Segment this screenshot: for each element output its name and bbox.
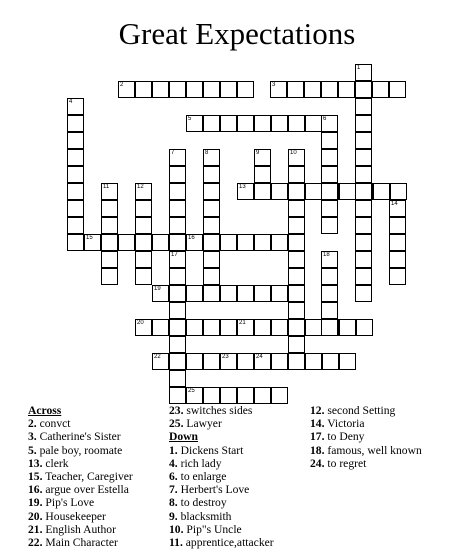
clue-text: to enlarge [177, 469, 227, 483]
crossword-cell[interactable] [67, 115, 84, 132]
crossword-cell[interactable] [288, 336, 305, 353]
clue-number-label: 13 [239, 184, 246, 190]
crossword-cell[interactable] [355, 149, 372, 166]
crossword-cell[interactable] [288, 353, 305, 370]
crossword-cell[interactable] [355, 98, 372, 115]
clue-text: English Author [42, 522, 116, 536]
clue-number: 21. [28, 522, 43, 536]
crossword-cell[interactable] [169, 183, 186, 200]
clue-number: 8. [169, 496, 178, 510]
crossword-cell[interactable] [203, 183, 220, 200]
clue-number-label: 20 [137, 320, 144, 326]
crossword-cell[interactable] [152, 234, 169, 251]
crossword-cell[interactable] [203, 387, 220, 404]
clue-text: Main Character [42, 535, 118, 549]
clue-number: 20. [28, 509, 43, 523]
clue-number: 14. [310, 417, 325, 431]
crossword-cell[interactable] [305, 353, 322, 370]
crossword-cell[interactable] [339, 319, 356, 336]
crossword-cell[interactable] [152, 285, 169, 302]
crossword-cell[interactable] [355, 183, 372, 200]
crossword-cell[interactable] [355, 268, 372, 285]
crossword-cell[interactable] [203, 81, 220, 98]
crossword-cell[interactable] [169, 217, 186, 234]
crossword-cell[interactable] [135, 268, 152, 285]
clue-item [28, 470, 133, 483]
across-heading: Across [28, 404, 62, 417]
clue-text: Victoria [324, 417, 365, 431]
crossword-cell[interactable] [321, 200, 338, 217]
crossword-cell[interactable] [321, 302, 338, 319]
crossword-cell[interactable] [220, 81, 237, 98]
crossword-cell[interactable] [203, 149, 220, 166]
crossword-cell[interactable] [169, 268, 186, 285]
crossword-cell[interactable] [288, 319, 305, 336]
crossword-cell[interactable] [135, 319, 152, 336]
crossword-cell[interactable] [254, 319, 271, 336]
crossword-cell[interactable] [220, 387, 237, 404]
crossword-cell[interactable] [321, 319, 338, 336]
crossword-cell[interactable] [186, 319, 203, 336]
crossword-cell[interactable] [135, 251, 152, 268]
clue-item [310, 444, 422, 457]
crossword-cell[interactable] [186, 81, 203, 98]
clue-item [310, 430, 422, 443]
crossword-cell[interactable] [169, 353, 186, 370]
crossword-cell[interactable] [169, 302, 186, 319]
clue-item [28, 510, 133, 523]
crossword-cell[interactable] [305, 319, 322, 336]
clue-number: 24. [310, 456, 325, 470]
crossword-cell[interactable] [271, 319, 288, 336]
crossword-cell[interactable] [271, 353, 288, 370]
crossword-cell[interactable] [355, 64, 372, 81]
clue-number: 7. [169, 483, 178, 497]
crossword-cell[interactable] [169, 166, 186, 183]
crossword-cell[interactable] [67, 217, 84, 234]
crossword-cell[interactable] [373, 183, 390, 200]
crossword-cell[interactable] [288, 251, 305, 268]
crossword-cell[interactable] [169, 370, 186, 387]
clue-item [169, 457, 274, 470]
crossword-cell[interactable] [321, 217, 338, 234]
crossword-cell[interactable] [237, 234, 254, 251]
clue-number: 6. [169, 469, 178, 483]
crossword-cell[interactable] [288, 183, 305, 200]
crossword-cell[interactable] [237, 285, 254, 302]
crossword-cell[interactable] [355, 217, 372, 234]
crossword-cell[interactable] [135, 183, 152, 200]
crossword-cell[interactable] [203, 285, 220, 302]
crossword-cell[interactable] [203, 234, 220, 251]
clue-column-1 [28, 404, 133, 549]
crossword-cell[interactable] [321, 251, 338, 268]
crossword-cell[interactable] [271, 115, 288, 132]
clue-number-label: 15 [86, 235, 93, 241]
clue-text: Housekeeper [42, 509, 106, 523]
crossword-cell[interactable] [254, 387, 271, 404]
crossword-cell[interactable] [237, 353, 254, 370]
clue-number-label: 18 [323, 252, 330, 258]
crossword-cell[interactable] [305, 115, 322, 132]
clue-item [169, 417, 274, 430]
crossword-cell[interactable] [356, 319, 373, 336]
crossword-cell[interactable] [237, 183, 254, 200]
clue-text: to regret [324, 456, 367, 470]
clue-text: Pip"s Uncle [183, 522, 242, 536]
crossword-cell[interactable] [237, 81, 254, 98]
clue-column-3 [310, 404, 422, 470]
crossword-cell[interactable] [355, 115, 372, 132]
clue-number-label: 10 [290, 150, 297, 156]
crossword-cell[interactable] [186, 234, 203, 251]
clue-item [169, 536, 274, 549]
crossword-cell[interactable] [203, 268, 220, 285]
crossword-cell[interactable] [288, 217, 305, 234]
clue-item [28, 444, 133, 457]
crossword-cell[interactable] [135, 81, 152, 98]
clue-number: 22. [28, 535, 43, 549]
crossword-cell[interactable] [288, 234, 305, 251]
crossword-cell[interactable] [152, 81, 169, 98]
clue-number: 15. [28, 469, 43, 483]
crossword-cell[interactable] [271, 183, 288, 200]
clue-item [310, 404, 422, 417]
crossword-cell[interactable] [355, 166, 372, 183]
crossword-cell[interactable] [67, 132, 84, 149]
crossword-cell[interactable] [339, 183, 356, 200]
crossword-cell[interactable] [169, 200, 186, 217]
crossword-cell[interactable] [254, 115, 271, 132]
clue-item [169, 496, 274, 509]
clue-number-label: 9 [256, 150, 260, 156]
crossword-cell[interactable] [169, 234, 186, 251]
clue-number-label: 5 [188, 116, 192, 122]
crossword-cell[interactable] [203, 217, 220, 234]
crossword-cell[interactable] [321, 166, 338, 183]
crossword-cell[interactable] [389, 200, 406, 217]
crossword-cell[interactable] [288, 268, 305, 285]
crossword-cell[interactable] [203, 115, 220, 132]
clue-number: 5. [28, 443, 37, 457]
crossword-cell[interactable] [254, 166, 271, 183]
crossword-cell[interactable] [101, 234, 118, 251]
clue-number-label: 14 [391, 201, 398, 207]
clue-number-label: 24 [256, 354, 263, 360]
crossword-cell[interactable] [237, 319, 254, 336]
clue-number-label: 23 [222, 354, 229, 360]
crossword-cell[interactable] [321, 285, 338, 302]
crossword-cell[interactable] [220, 285, 237, 302]
clue-number: 17. [310, 430, 325, 444]
crossword-cell[interactable] [322, 353, 339, 370]
clue-number: 3. [28, 430, 37, 444]
crossword-cell[interactable] [321, 132, 338, 149]
clue-item [169, 470, 274, 483]
crossword-cell[interactable] [287, 81, 304, 98]
clue-text: clerk [42, 456, 69, 470]
crossword-cell[interactable] [389, 217, 406, 234]
clue-number-label: 25 [188, 388, 195, 394]
clue-text: Herbert's Love [177, 483, 250, 497]
crossword-cell[interactable] [254, 234, 271, 251]
crossword-cell[interactable] [101, 268, 118, 285]
crossword-cell[interactable] [254, 353, 271, 370]
crossword-cell[interactable] [67, 200, 84, 217]
crossword-cell[interactable] [169, 387, 186, 404]
crossword-cell[interactable] [152, 353, 169, 370]
clue-number-label: 21 [239, 320, 246, 326]
clue-number: 12. [310, 404, 325, 417]
crossword-cell[interactable] [355, 200, 372, 217]
clue-item [28, 483, 133, 496]
clue-number-label: 4 [69, 99, 73, 105]
crossword-cell[interactable] [186, 115, 203, 132]
crossword-cell[interactable] [186, 285, 203, 302]
clue-item [28, 523, 133, 536]
crossword-cell[interactable] [254, 285, 271, 302]
crossword-cell[interactable] [220, 353, 237, 370]
crossword-cell[interactable] [203, 166, 220, 183]
clue-item [169, 444, 274, 457]
crossword-cell[interactable] [270, 81, 287, 98]
clue-number: 19. [28, 496, 43, 510]
crossword-cell[interactable] [355, 285, 372, 302]
crossword-cell[interactable] [220, 115, 237, 132]
clue-item [28, 417, 133, 430]
crossword-cell[interactable] [135, 200, 152, 217]
crossword-cell[interactable] [288, 115, 305, 132]
clue-text: switches sides [183, 404, 253, 417]
clue-text: pale boy, roomate [36, 443, 123, 457]
crossword-cell[interactable] [254, 149, 271, 166]
crossword-cell[interactable] [220, 319, 237, 336]
clue-number-label: 3 [272, 82, 276, 88]
clue-text: blacksmith [177, 509, 232, 523]
clue-text: to Deny [324, 430, 365, 444]
clue-item [28, 496, 133, 509]
crossword-cell[interactable] [203, 251, 220, 268]
clue-item [310, 457, 422, 470]
crossword-cell[interactable] [254, 183, 271, 200]
crossword-cell[interactable] [135, 234, 152, 251]
clue-number: 2. [28, 417, 37, 431]
crossword-cell[interactable] [321, 115, 338, 132]
clue-number-label: 6 [323, 116, 327, 122]
clue-text: Catherine's Sister [36, 430, 121, 444]
down-heading: Down [169, 430, 198, 444]
clue-number: 18. [310, 443, 325, 457]
crossword-cell[interactable] [288, 285, 305, 302]
crossword-cell[interactable] [169, 285, 186, 302]
crossword-cell[interactable] [203, 319, 220, 336]
crossword-cell[interactable] [203, 353, 220, 370]
crossword-cell[interactable] [372, 81, 389, 98]
clue-number-label: 11 [103, 184, 110, 190]
crossword-cell[interactable] [101, 251, 118, 268]
clue-text: second Setting [324, 404, 396, 417]
crossword-cell[interactable] [304, 81, 321, 98]
clue-number-label: 2 [120, 82, 124, 88]
crossword-cell[interactable] [271, 387, 288, 404]
crossword-cell[interactable] [355, 251, 372, 268]
crossword-cell[interactable] [321, 81, 338, 98]
crossword-cell[interactable] [67, 166, 84, 183]
crossword-cell[interactable] [169, 251, 186, 268]
crossword-cell[interactable] [186, 387, 203, 404]
clue-text: to destroy [177, 496, 227, 510]
clue-number: 16. [28, 483, 43, 497]
puzzle-title: Great Expectations [118, 16, 356, 51]
clue-number-label: 22 [154, 354, 161, 360]
crossword-cell[interactable] [169, 81, 186, 98]
crossword-cell[interactable] [389, 81, 406, 98]
clue-number-label: 8 [205, 150, 209, 156]
crossword-cell[interactable] [288, 149, 305, 166]
crossword-cell[interactable] [355, 234, 372, 251]
clue-item [310, 417, 422, 430]
clue-text: Dickens Start [177, 443, 244, 457]
clue-text: convct [36, 417, 71, 431]
crossword-cell[interactable] [288, 302, 305, 319]
clue-number: 1. [169, 443, 178, 457]
clue-item [28, 430, 133, 443]
crossword-cell[interactable] [338, 81, 355, 98]
crossword-cell[interactable] [169, 336, 186, 353]
clue-number: 25. [169, 417, 184, 431]
clue-item [169, 404, 274, 417]
crossword-cell[interactable] [355, 132, 372, 149]
crossword-cell[interactable] [169, 149, 186, 166]
crossword-cell[interactable] [169, 319, 186, 336]
clue-number: 13. [28, 456, 43, 470]
crossword-cell[interactable] [237, 387, 254, 404]
crossword-cell[interactable] [135, 217, 152, 234]
crossword-cell[interactable] [271, 234, 288, 251]
crossword-cell[interactable] [101, 217, 118, 234]
crossword-cell[interactable] [203, 200, 220, 217]
crossword-cell[interactable] [152, 319, 169, 336]
crossword-cell[interactable] [67, 183, 84, 200]
clue-text: Pip's Love [42, 496, 95, 510]
clue-text: Lawyer [183, 417, 222, 431]
crossword-cell[interactable] [118, 81, 135, 98]
crossword-cell[interactable] [67, 98, 84, 115]
crossword-cell[interactable] [101, 200, 118, 217]
crossword-cell[interactable] [355, 81, 372, 98]
clue-text: rich lady [177, 456, 222, 470]
crossword-cell[interactable] [321, 149, 338, 166]
clue-number: 11. [169, 535, 183, 549]
clue-column-2 [169, 404, 274, 549]
crossword-cell[interactable] [186, 353, 203, 370]
crossword-cell[interactable] [288, 200, 305, 217]
crossword-cell[interactable] [390, 183, 407, 200]
clue-text: argue over Estella [42, 483, 129, 497]
clue-number: 9. [169, 509, 178, 523]
clue-text: apprentice,attacker [182, 535, 274, 549]
clue-number: 23. [169, 404, 184, 417]
clue-number-label: 1 [357, 65, 361, 71]
crossword-cell[interactable] [305, 183, 322, 200]
clue-item [28, 536, 133, 549]
crossword-cell[interactable] [220, 234, 237, 251]
crossword-cell[interactable] [84, 234, 101, 251]
crossword-cell[interactable] [389, 268, 406, 285]
clue-item [169, 510, 274, 523]
crossword-cell[interactable] [321, 183, 338, 200]
crossword-cell[interactable] [339, 353, 356, 370]
clue-item [169, 483, 274, 496]
crossword-cell[interactable] [389, 234, 406, 251]
crossword-cell[interactable] [389, 251, 406, 268]
crossword-cell[interactable] [237, 115, 254, 132]
crossword-cell[interactable] [118, 234, 135, 251]
clue-item [169, 523, 274, 536]
clue-number-label: 16 [188, 235, 195, 241]
clue-number: 4. [169, 456, 178, 470]
crossword-cell[interactable] [321, 268, 338, 285]
clue-number-label: 17 [171, 252, 178, 258]
crossword-cell[interactable] [101, 183, 118, 200]
clue-number-label: 19 [154, 286, 161, 292]
crossword-cell[interactable] [67, 234, 84, 251]
crossword-cell[interactable] [67, 149, 84, 166]
crossword-cell[interactable] [271, 285, 288, 302]
clue-item [28, 457, 133, 470]
clue-number-label: 12 [137, 184, 144, 190]
clue-number: 10. [169, 522, 184, 536]
clue-text: Teacher, Caregiver [42, 469, 133, 483]
clue-number-label: 7 [171, 150, 175, 156]
clue-text: famous, well known [324, 443, 422, 457]
crossword-cell[interactable] [288, 166, 305, 183]
